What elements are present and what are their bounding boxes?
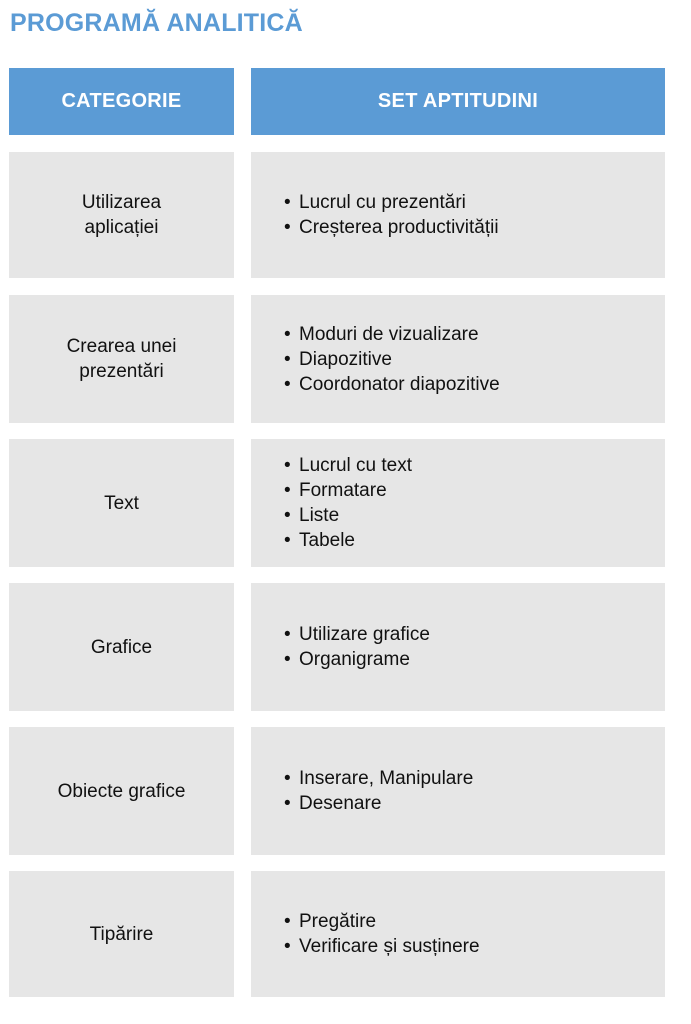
category-cell	[9, 871, 234, 997]
header-skills-label: SET APTITUDINI	[377, 90, 539, 112]
page-title: PROGRAMĂ ANALITICĂ	[10, 9, 303, 37]
skills-list	[284, 190, 499, 240]
category-cell	[9, 152, 234, 278]
category-cell	[9, 727, 234, 855]
skills-cell	[251, 871, 665, 997]
skill-item: • Utilizare grafice	[284, 622, 430, 647]
skills-cell	[251, 439, 665, 567]
skills-cell	[251, 727, 665, 855]
skills-cell	[251, 152, 665, 278]
category-label: Text	[104, 492, 139, 514]
category-label: Crearea unei prezentări	[66, 336, 177, 382]
skill-item: • Pregătire	[284, 909, 480, 934]
category-cell	[9, 583, 234, 711]
skills-list	[284, 909, 480, 959]
skill-item: • Lucrul cu text	[284, 453, 412, 478]
skill-item: • Lucrul cu prezentări	[284, 190, 499, 215]
skill-item: • Tabele	[284, 528, 412, 553]
skills-cell	[251, 295, 665, 423]
skill-item: • Desenare	[284, 791, 473, 816]
header-category-label: CATEGORIE	[61, 90, 182, 112]
skill-item: • Moduri de vizualizare	[284, 322, 500, 347]
skill-item: • Diapozitive	[284, 347, 500, 372]
skill-item: • Liste	[284, 503, 412, 528]
skill-item: • Creșterea productivității	[284, 215, 499, 240]
skill-item: • Coordonator diapozitive	[284, 372, 500, 397]
skills-list	[284, 766, 473, 816]
skill-item: • Inserare, Manipulare	[284, 766, 473, 791]
category-cell	[9, 295, 234, 423]
skill-item: • Formatare	[284, 478, 412, 503]
category-label: Utilizarea aplicației	[81, 192, 162, 238]
category-label: Grafice	[90, 636, 153, 658]
skills-list	[284, 453, 412, 553]
category-label: Obiecte grafice	[57, 780, 186, 802]
category-label: Tipărire	[89, 923, 154, 945]
skills-list	[284, 622, 430, 672]
header-skills	[251, 68, 665, 135]
category-cell	[9, 439, 234, 567]
skill-item: • Organigrame	[284, 647, 430, 672]
skills-cell	[251, 583, 665, 711]
skills-list	[284, 322, 500, 397]
header-category	[9, 68, 234, 135]
skill-item: • Verificare și susținere	[284, 934, 480, 959]
